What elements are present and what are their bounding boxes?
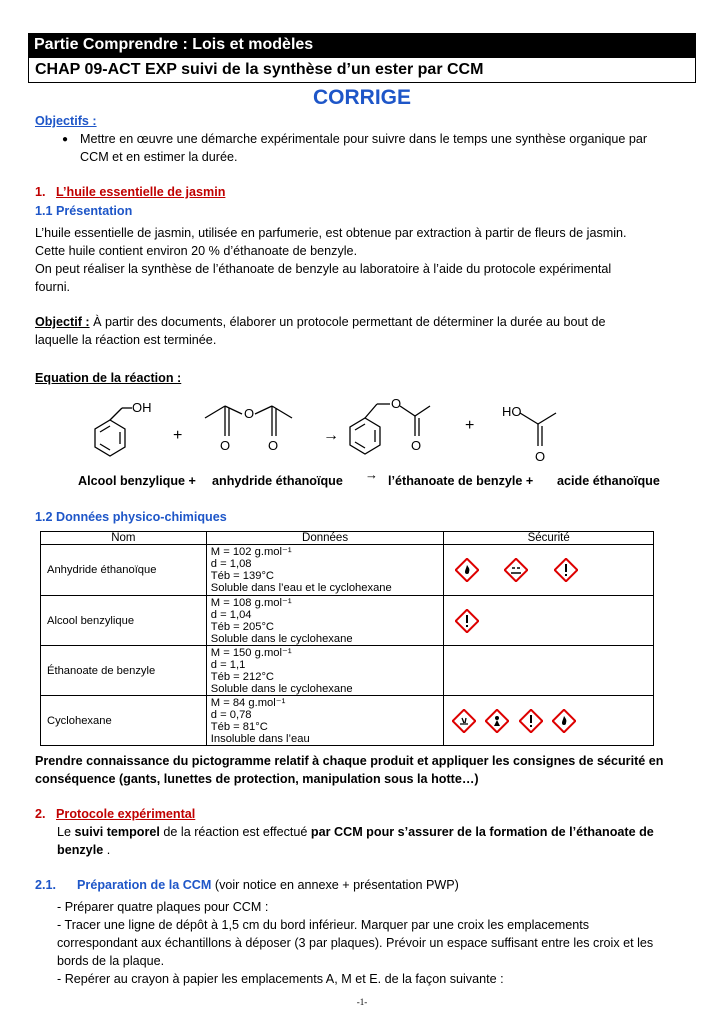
plus-sign-1: +: [173, 427, 183, 444]
data-molar-mass: M = 84 g.mol⁻¹: [210, 696, 286, 709]
objective-label: Objectif :: [35, 315, 90, 329]
eq-arrow-icon: →: [365, 467, 378, 482]
objective-bullet-line2: CCM et en estimer la durée.: [80, 150, 238, 164]
eq-name-alcohol: Alcool benzylique +: [78, 474, 196, 488]
section2-line1: [57, 824, 654, 842]
label-o-carbonyl-1: O: [220, 438, 231, 453]
text-run-bold: par CCM pour s’assurer de la formation de l’éthanoate de: [310, 825, 654, 839]
data-boiling-point: Téb = 212°C: [210, 670, 275, 683]
table-row: [41, 696, 654, 746]
label-o-bridge: O: [244, 406, 255, 421]
bullet-icon: ●: [62, 134, 69, 145]
chapter-header: CHAP 09-ACT EXP suivi de la synthèse d’un ester par CCM: [28, 57, 696, 83]
section1-number: 1.: [35, 185, 46, 199]
data-solubility: Soluble dans l’eau et le cyclohexane: [210, 582, 392, 594]
data-density: d = 1,04: [210, 608, 252, 621]
table-row: [41, 646, 654, 696]
plus-sign-2: +: [465, 417, 475, 434]
section2-line2: [57, 842, 110, 860]
text-run: .: [103, 843, 111, 857]
reaction-structures: [80, 388, 680, 468]
text-run-bold: benzyle: [57, 843, 104, 857]
data-boiling-point: Téb = 205°C: [210, 620, 275, 633]
exclamation-pictogram-icon: [519, 709, 543, 733]
section1-heading: [35, 184, 225, 202]
data-solubility: Insoluble dans l’eau: [210, 732, 310, 745]
col-header-safety: Sécurité: [444, 532, 654, 545]
objective-line1: [35, 314, 606, 332]
objective-text: À partir des documents, élaborer un protocole permettant de déterminer la durée au bout de: [89, 315, 606, 329]
data-solubility: Soluble dans le cyclohexane: [210, 632, 353, 645]
safety-note-line2: conséquence (gants, lunettes de protection, manipulation sous la hotte…): [35, 772, 479, 786]
row-name: Anhydride éthanoïque: [41, 545, 207, 596]
health-hazard-pictogram-icon: [485, 709, 509, 733]
label-ho: HO: [502, 404, 522, 419]
text-run-bold: suivi temporel: [74, 825, 160, 839]
data-molar-mass: M = 108 g.mol⁻¹: [210, 596, 292, 609]
objective-bullet-line1: Mettre en œuvre une démarche expérimentale pour suivre dans le temps une synthèse organique par: [80, 132, 648, 146]
section2-title: Protocole expérimental: [56, 807, 196, 821]
data-solubility: Soluble dans le cyclohexane: [210, 682, 353, 695]
safety-note-line1: Prendre connaissance du pictogramme relatif à chaque produit et appliquer les consignes de sécurité en: [35, 754, 664, 768]
label-o-acid: O: [535, 449, 546, 464]
row-name: Éthanoate de benzyle: [41, 646, 207, 696]
data-molar-mass: M = 150 g.mol⁻¹: [210, 646, 292, 659]
page-number: -1-: [356, 997, 368, 1007]
subsection-1-1: 1.1 Présentation: [35, 204, 133, 218]
step-line-3: correspondant aux échantillons à déposer (3 par plaques). Prévoir un espace suffisant entre les croix et les: [57, 936, 654, 950]
row-safety: [444, 696, 654, 746]
text-run: de la réaction est effectué: [159, 825, 311, 839]
table-header-row: [41, 532, 654, 545]
row-data: [206, 696, 444, 746]
exclamation-pictogram-icon: [554, 558, 578, 582]
para-line-2: Cette huile contient environ 20 % d’éthanoate de benzyle.: [35, 244, 358, 258]
para-line-4: fourni.: [35, 280, 71, 294]
flammable-pictogram-icon: [455, 558, 479, 582]
label-o-ester: O: [391, 396, 402, 411]
eq-name-anhydride: anhydride éthanoïque: [212, 474, 343, 488]
table-row: [41, 545, 654, 596]
physico-chemical-table: [40, 531, 654, 746]
col-header-data: Données: [206, 532, 444, 545]
row-name: Cyclohexane: [41, 696, 207, 746]
subsection-note: (voir notice en annexe + présentation PWP): [211, 878, 459, 892]
para-line-1: L’huile essentielle de jasmin, utilisée en parfumerie, est obtenue par extraction à partir de fleurs de jasmin.: [35, 226, 627, 240]
row-safety: [444, 545, 654, 596]
data-density: d = 0,78: [210, 708, 252, 721]
subsection-1-2: 1.2 Données physico-chimiques: [35, 510, 227, 524]
data-density: d = 1,08: [210, 558, 252, 570]
part-header: Partie Comprendre : Lois et modèles: [28, 33, 696, 57]
data-boiling-point: Téb = 139°C: [210, 570, 275, 582]
step-line-5: - Repérer au crayon à papier les emplacements A, M et E. de la façon suivante :: [57, 972, 504, 986]
step-line-4: bords de la plaque.: [57, 954, 165, 968]
section2-heading: [35, 806, 195, 824]
subsection-2-1: [35, 877, 459, 895]
eq-name-acid: acide éthanoïque: [557, 474, 660, 488]
objectives-label: Objectifs :: [35, 114, 97, 128]
data-molar-mass: M = 102 g.mol⁻¹: [210, 546, 292, 558]
flammable-pictogram-icon: [552, 709, 576, 733]
label-o-carbonyl-2: O: [268, 438, 279, 453]
reaction-arrow: →: [323, 427, 339, 444]
text-run: Le: [57, 825, 75, 839]
corrosive-pictogram-icon: [504, 558, 528, 582]
row-safety: [444, 646, 654, 696]
page-title: CORRIGE: [312, 86, 411, 109]
eq-name-ester: l’éthanoate de benzyle +: [388, 474, 534, 488]
data-boiling-point: Téb = 81°C: [210, 720, 268, 733]
section2-number: 2.: [35, 807, 46, 821]
row-data: [206, 545, 444, 596]
row-name: Alcool benzylique: [41, 596, 207, 646]
row-safety: [444, 596, 654, 646]
exclamation-pictogram-icon: [455, 609, 479, 633]
step-line-1: - Préparer quatre plaques pour CCM :: [57, 900, 269, 914]
data-density: d = 1,1: [210, 658, 246, 671]
label-o-ester-carbonyl: O: [411, 438, 422, 453]
row-data: [206, 646, 444, 696]
equation-label: Equation de la réaction :: [35, 371, 182, 385]
subsection-number: 2.1.: [35, 878, 57, 892]
col-header-name: Nom: [41, 532, 207, 545]
para-line-3: On peut réaliser la synthèse de l’éthanoate de benzyle au laboratoire à l’aide du protocole expérimental: [35, 262, 612, 276]
label-oh: OH: [132, 400, 152, 415]
step-line-2: - Tracer une ligne de dépôt à 1,5 cm du bord inférieur. Marquer par une croix les emplacements: [57, 918, 590, 932]
row-data: [206, 596, 444, 646]
subsection-title: Préparation de la CCM: [77, 878, 212, 892]
table-row: [41, 596, 654, 646]
environment-pictogram-icon: [452, 709, 476, 733]
section1-title: L’huile essentielle de jasmin: [56, 185, 226, 199]
objective-line2: laquelle la réaction est terminée.: [35, 333, 217, 347]
